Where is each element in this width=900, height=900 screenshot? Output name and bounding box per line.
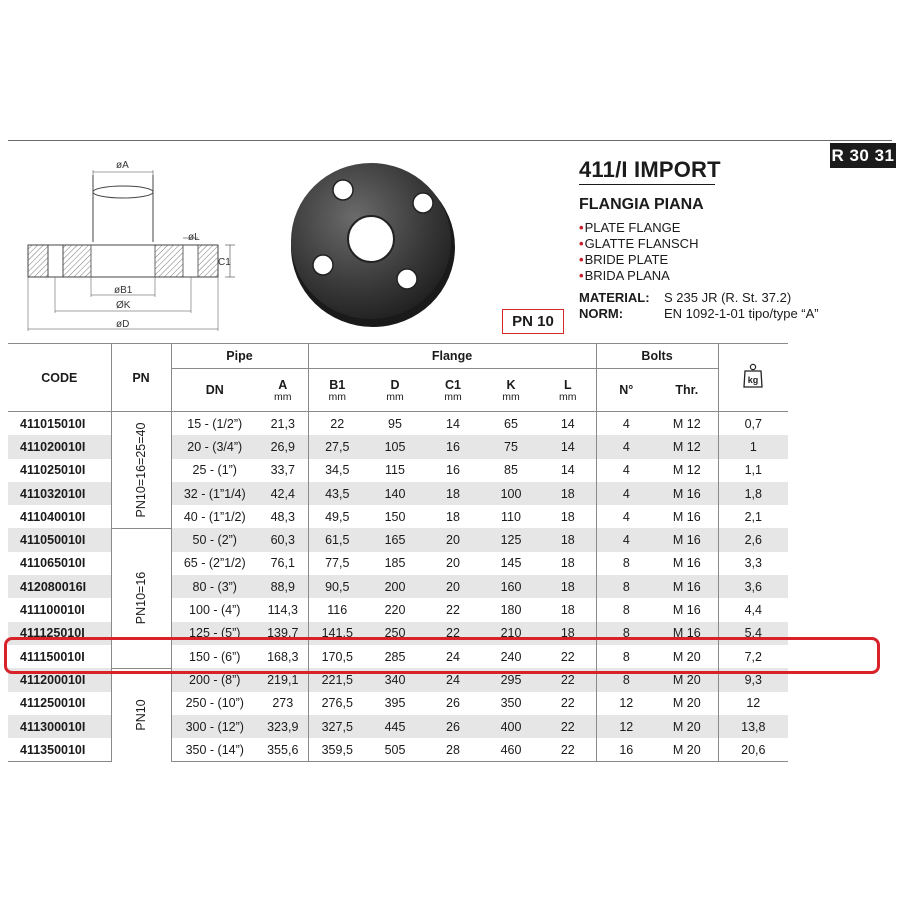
dimension-label-C1: C1 [218, 257, 231, 268]
cell-l: 22 [540, 738, 596, 762]
cell-dn: 125 - (5”) [171, 622, 258, 645]
cell-n: 8 [596, 622, 656, 645]
cell-n: 8 [622, 603, 630, 618]
cell-d: 250 [366, 622, 424, 645]
cell-l: 22 [540, 715, 596, 738]
cell-dn: 32 - (1”1/4) [171, 482, 258, 505]
cell-d: 140 [366, 482, 424, 505]
cell-k: 460 [482, 738, 540, 762]
cell-n: 12 [596, 715, 656, 738]
cell-dn: 50 - (2”) [171, 528, 258, 551]
cell-thr: M 12 [656, 435, 718, 458]
cell-b1: 359,5 [308, 738, 366, 762]
cell-k: 85 [504, 463, 518, 478]
catalog-code-badge: R 30 31 [830, 143, 896, 168]
cell-thr: M 16 [656, 575, 718, 598]
cell-d: 150 [384, 509, 406, 524]
cell-d: 115 [385, 463, 405, 478]
cell-k: 295 [482, 668, 540, 691]
cell-d: 445 [366, 715, 424, 738]
pn-rating-badge: PN 10 [502, 309, 564, 334]
cell-l: 14 [540, 435, 596, 458]
cell-c1: 20 [446, 556, 460, 571]
weight-kg-icon [742, 363, 764, 389]
cell-n: 8 [596, 575, 656, 598]
bullet-icon: • [579, 252, 584, 267]
cell-l: 22 [540, 645, 596, 668]
bullet-icon: • [579, 236, 584, 251]
col-header-thr: Thr. [656, 369, 718, 412]
dimension-label-oL: øL [188, 232, 200, 243]
cell-code: 411150010I [20, 649, 85, 664]
flange-photo [285, 155, 460, 330]
svg-text:kg: kg [748, 375, 759, 385]
col-header-d: D mm [366, 369, 424, 412]
cell-l: 18 [540, 482, 596, 505]
cell-k: 180 [500, 603, 522, 618]
cell-a: 33,7 [258, 459, 308, 482]
group-header-bolts: Bolts [596, 344, 718, 369]
cell-d: 95 [388, 416, 402, 431]
cell-d: 200 [366, 575, 424, 598]
dimension-label-oB1: øB1 [114, 285, 133, 296]
cell-code: 411250010I [20, 696, 86, 711]
cell-kg: 5,4 [718, 622, 788, 645]
cell-k: 145 [500, 556, 522, 571]
cell-thr: M 16 [656, 552, 718, 575]
group-header-flange: Flange [308, 344, 596, 369]
group-header-pipe: Pipe [171, 344, 308, 369]
pn-group-label: PN10 [134, 699, 148, 731]
cell-n: 8 [622, 556, 630, 571]
cell-thr: M 16 [656, 505, 718, 528]
cell-kg: 13,8 [718, 715, 788, 738]
cell-b1: 49,5 [325, 509, 350, 524]
cell-k: 160 [482, 575, 540, 598]
cell-dn: 350 - (14”) [171, 738, 258, 762]
cell-a: 48,3 [258, 505, 308, 528]
cell-dn: 200 - (8”) [171, 668, 258, 691]
cell-k: 75 [482, 435, 540, 458]
cell-a: 60,3 [258, 528, 308, 551]
cell-c1: 26 [446, 696, 460, 711]
cell-k: 125 [482, 528, 540, 551]
cell-b1: 170,5 [321, 649, 353, 664]
cell-thr: M 20 [656, 668, 718, 691]
cell-dn: 80 - (3”) [171, 575, 258, 598]
cell-a: 355,6 [258, 738, 308, 762]
product-names-list [579, 220, 698, 284]
bullet-icon: • [579, 268, 584, 283]
cell-d: 340 [366, 668, 424, 691]
cell-c1: 22 [424, 622, 482, 645]
cell-c1: 18 [446, 509, 460, 524]
dimension-label-oA: øA [116, 160, 129, 171]
cell-thr: M 20 [656, 645, 718, 668]
cell-c1: 24 [446, 649, 460, 664]
cell-thr: M 20 [656, 715, 718, 738]
cell-c1: 18 [424, 482, 482, 505]
pn-group-label: PN10=16 [134, 572, 148, 625]
cell-code: 411050010I [8, 528, 111, 551]
cell-thr: M 16 [656, 622, 718, 645]
cell-a: 88,9 [258, 575, 308, 598]
pn-group-label: PN10=16=25=40 [134, 422, 148, 518]
cell-n: 8 [596, 668, 656, 691]
cell-a: 26,9 [258, 435, 308, 458]
cell-k: 240 [500, 649, 522, 664]
cell-code: 411100010I [20, 603, 85, 618]
cell-a: 273 [258, 692, 308, 715]
cell-a: 76,1 [258, 552, 308, 575]
cell-thr: M 12 [656, 459, 718, 482]
cell-dn: 65 - (2”1/2) [183, 556, 246, 571]
cell-b1: 276,5 [321, 696, 353, 711]
cell-kg: 12 [746, 696, 761, 711]
col-header-dn: DN [171, 369, 258, 412]
cell-code: 411065010I [20, 556, 86, 571]
title-underline [579, 184, 715, 185]
cell-n: 4 [622, 416, 630, 431]
cell-code: 411020010I [8, 435, 111, 458]
product-name-item: •PLATE FLANGE [579, 220, 681, 235]
cell-k: 110 [501, 509, 521, 524]
cell-n: 4 [596, 435, 656, 458]
cell-a: 42,4 [258, 482, 308, 505]
cell-c1: 20 [424, 528, 482, 551]
cell-k: 65 [504, 416, 518, 431]
dimensions-table [8, 343, 788, 762]
cell-d: 105 [366, 435, 424, 458]
product-name-item: •BRIDE PLATE [579, 252, 669, 267]
norm-label: NORM: [579, 306, 624, 321]
cell-c1: 28 [424, 738, 482, 762]
flange-technical-drawing [20, 155, 240, 345]
cell-kg: 1,8 [718, 482, 788, 505]
cell-a: 168,3 [258, 645, 308, 668]
col-header-code: CODE [8, 344, 111, 412]
cell-dn: 150 - (6”) [189, 649, 241, 664]
cell-dn: 100 - (4”) [189, 603, 241, 618]
cell-d: 505 [366, 738, 424, 762]
cell-dn: 15 - (1/2”) [187, 416, 243, 431]
cell-c1: 26 [424, 715, 482, 738]
cell-thr: M 16 [656, 528, 718, 551]
cell-l: 18 [540, 622, 596, 645]
cell-l: 18 [540, 575, 596, 598]
cell-c1: 14 [446, 416, 460, 431]
cell-kg: 9,3 [718, 668, 788, 691]
pn-group-cell [111, 412, 171, 529]
cell-a: 114,3 [258, 598, 308, 621]
cell-c1: 22 [446, 603, 460, 618]
cell-thr: M 20 [656, 738, 718, 762]
product-subtitle: FLANGIA PIANA [579, 196, 704, 213]
cell-dn: 300 - (12”) [171, 715, 258, 738]
col-header-l: L mm [540, 369, 596, 412]
cell-b1: 141,5 [308, 622, 366, 645]
dimension-label-oK: ØK [116, 300, 131, 311]
cell-kg: 1,1 [744, 463, 762, 478]
cell-n: 4 [596, 528, 656, 551]
product-spec [579, 290, 819, 322]
cell-kg: 7,2 [744, 649, 762, 664]
cell-dn: 20 - (3/4”) [171, 435, 258, 458]
table-body [8, 412, 788, 762]
cell-dn: 250 - (10”) [185, 696, 244, 711]
cell-code: 411015010I [20, 416, 86, 431]
cell-k: 350 [500, 696, 522, 711]
col-header-k: K mm [482, 369, 540, 412]
col-header-c1: C1 mm [424, 369, 482, 412]
cell-b1: 327,5 [308, 715, 366, 738]
cell-b1: 221,5 [308, 668, 366, 691]
cell-kg: 0,7 [744, 416, 762, 431]
cell-code: 411200010I [8, 668, 111, 691]
cell-code: 411025010I [20, 463, 86, 478]
cell-dn: 40 - (1”1/2) [183, 509, 246, 524]
cell-b1: 43,5 [308, 482, 366, 505]
product-name-item: •GLATTE FLANSCH [579, 236, 699, 251]
header-divider [8, 140, 892, 141]
cell-n: 8 [622, 649, 630, 664]
cell-thr: M 16 [656, 482, 718, 505]
cell-a: 219,1 [258, 668, 308, 691]
cell-n: 4 [596, 482, 656, 505]
cell-b1: 90,5 [308, 575, 366, 598]
table-row [8, 412, 788, 436]
cell-kg: 2,6 [718, 528, 788, 551]
cell-code: 411125010I [8, 622, 111, 645]
cell-l: 22 [540, 692, 596, 715]
cell-b1: 27,5 [308, 435, 366, 458]
col-header-a: A mm [258, 369, 308, 412]
cell-code: 411300010I [8, 715, 111, 738]
material-value: S 235 JR (R. St. 37.2) [664, 290, 792, 305]
cell-kg: 1 [718, 435, 788, 458]
cell-d: 285 [384, 649, 406, 664]
cell-thr: M 12 [656, 412, 718, 436]
cell-dn: 25 - (1”) [192, 463, 237, 478]
cell-a: 21,3 [258, 412, 308, 436]
cell-l: 18 [540, 505, 596, 528]
cell-n: 16 [596, 738, 656, 762]
cell-n: 4 [622, 509, 630, 524]
highlight-box [4, 637, 880, 674]
cell-c1: 16 [446, 463, 460, 478]
col-header-no: N° [596, 369, 656, 412]
cell-thr: M 16 [656, 598, 718, 621]
col-header-weight [718, 344, 788, 412]
cell-code: 411350010I [8, 738, 111, 762]
cell-thr: M 20 [656, 692, 718, 715]
material-label: MATERIAL: [579, 290, 650, 305]
cell-d: 395 [384, 696, 406, 711]
cell-l: 14 [540, 412, 596, 436]
product-name-item: •BRIDA PLANA [579, 268, 670, 283]
product-title: 411/I IMPORT [579, 157, 721, 182]
cell-a: 323,9 [258, 715, 308, 738]
col-header-pn: PN [111, 344, 171, 412]
cell-l: 18 [540, 528, 596, 551]
cell-code: 411040010I [20, 509, 86, 524]
cell-kg: 2,1 [744, 509, 762, 524]
cell-l: 14 [540, 459, 596, 482]
norm-value: EN 1092-1-01 tipo/type “A” [664, 306, 819, 321]
cell-code: 412080016I [8, 575, 111, 598]
pn-group-cell [111, 668, 171, 762]
cell-c1: 24 [424, 668, 482, 691]
cell-d: 185 [384, 556, 406, 571]
dimension-label-oD: øD [116, 319, 130, 330]
cell-kg: 3,6 [718, 575, 788, 598]
cell-n: 4 [622, 463, 630, 478]
cell-l: 18 [540, 552, 596, 575]
cell-b1: 22 [330, 416, 345, 431]
bullet-icon: • [579, 220, 584, 235]
cell-code: 411032010I [8, 482, 111, 505]
cell-b1: 116 [327, 603, 348, 618]
cell-kg: 20,6 [718, 738, 788, 762]
cell-k: 100 [482, 482, 540, 505]
cell-b1: 77,5 [325, 556, 350, 571]
cell-a: 139,7 [258, 622, 308, 645]
cell-c1: 20 [424, 575, 482, 598]
table-row [8, 528, 788, 551]
cell-l: 22 [540, 668, 596, 691]
cell-k: 210 [482, 622, 540, 645]
cell-c1: 16 [424, 435, 482, 458]
cell-d: 220 [384, 603, 406, 618]
cell-b1: 34,5 [325, 463, 350, 478]
cell-b1: 61,5 [308, 528, 366, 551]
cell-kg: 4,4 [744, 603, 762, 618]
cell-n: 12 [619, 696, 634, 711]
cell-l: 18 [540, 598, 596, 621]
cell-k: 400 [482, 715, 540, 738]
cell-kg: 3,3 [744, 556, 762, 571]
cell-d: 165 [366, 528, 424, 551]
col-header-b1: B1 mm [308, 369, 366, 412]
